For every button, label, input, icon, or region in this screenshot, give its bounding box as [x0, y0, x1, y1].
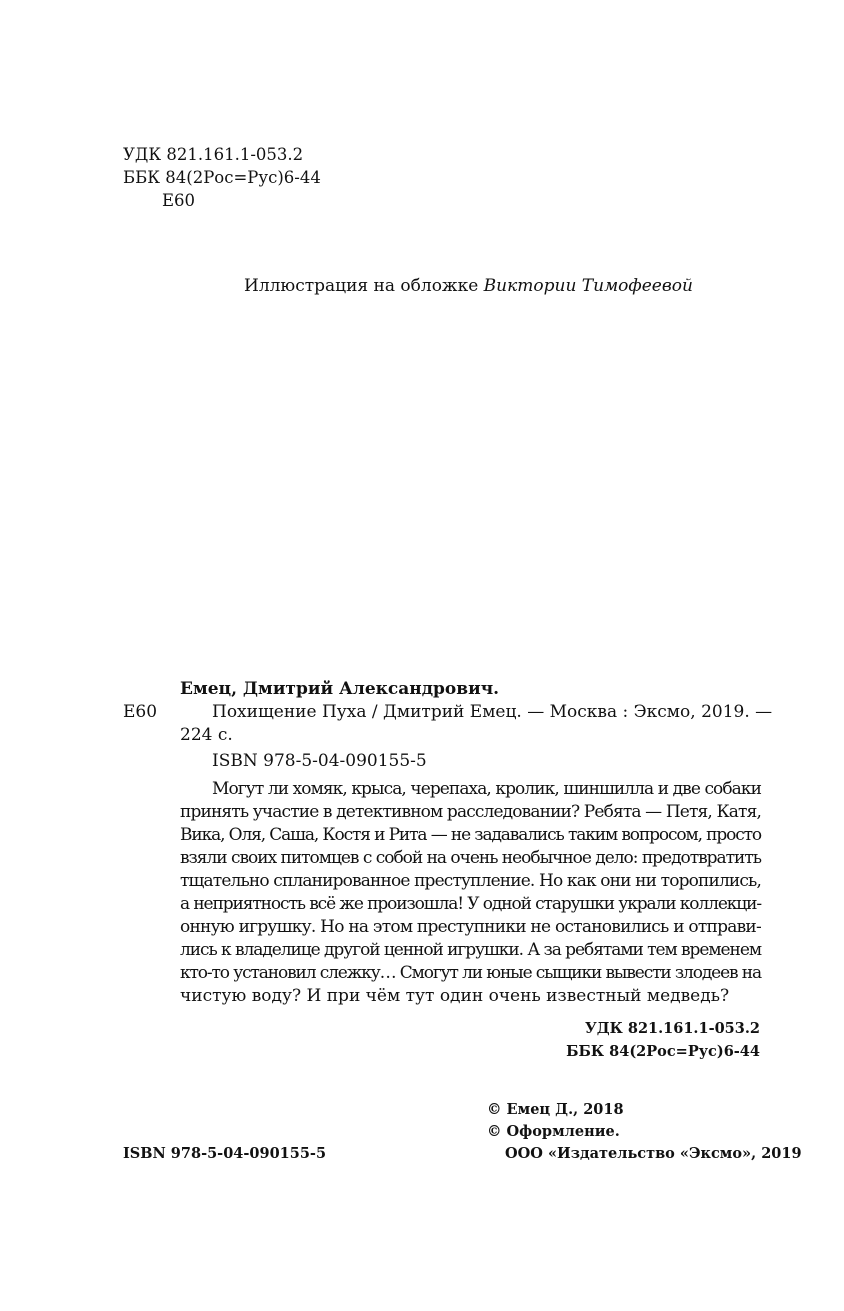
- annotation-line: Вика, Оля, Саша, Костя и Рита — не задавались таким вопросом, просто: [180, 825, 761, 845]
- record-code: Е60: [123, 702, 158, 722]
- annotation-line: а неприятность всё же произошла! У одной старушки украли коллекци-: [180, 894, 761, 914]
- footer-isbn: ISBN 978-5-04-090155-5: [123, 1145, 327, 1162]
- annotation: [180, 778, 761, 1008]
- annotation-line: принять участие в детективном расследовании? Ребята — Петя, Катя,: [180, 802, 761, 822]
- annotation-line: чистую воду? И при чём тут один очень известный медведь?: [180, 986, 730, 1006]
- classification-udk: УДК 821.161.1-053.2: [584, 1020, 760, 1037]
- top-udk: УДК 821.161.1-053.2: [123, 145, 304, 164]
- illustration-credit: [244, 276, 693, 296]
- annotation-line: лись к владелице другой ценной игрушки. А за ребятами тем временем: [180, 940, 761, 960]
- annotation-line: взяли своих питомцев с собой на очень необычное дело: предотвратить: [180, 848, 761, 868]
- illustration-artist: Виктории Тимофеевой: [483, 276, 693, 296]
- copyright-author: © Емец Д., 2018: [487, 1101, 624, 1118]
- illustration-label: Иллюстрация на обложке: [244, 276, 479, 296]
- record-title-line2: 224 с.: [180, 725, 233, 745]
- classification-bbk: ББК 84(2Рос=Рус)6-44: [566, 1043, 760, 1060]
- record-isbn: ISBN 978-5-04-090155-5: [212, 751, 427, 771]
- annotation-line: тщательно спланированное преступление. Но как они ни торопились,: [180, 871, 761, 891]
- annotation-line: кто-то установил слежку… Смогут ли юные сыщики вывести злодеев на: [180, 963, 761, 983]
- annotation-line: онную игрушку. Но на этом преступники не остановились и отправи-: [180, 917, 761, 937]
- annotation-line: Могут ли хомяк, крыса, черепаха, кролик, шиншилла и две собаки: [212, 779, 761, 799]
- record-title-line1: Похищение Пуха / Дмитрий Емец. — Москва : Эксмо, 2019. —: [212, 702, 773, 722]
- top-bbk: ББК 84(2Рос=Рус)6-44: [123, 168, 321, 187]
- record-author: Емец, Дмитрий Александрович.: [180, 679, 500, 699]
- top-author-code: Е60: [162, 191, 196, 210]
- copyright-design: © Оформление.: [487, 1123, 620, 1140]
- publisher-copyright: ООО «Издательство «Эксмо», 2019: [505, 1145, 802, 1162]
